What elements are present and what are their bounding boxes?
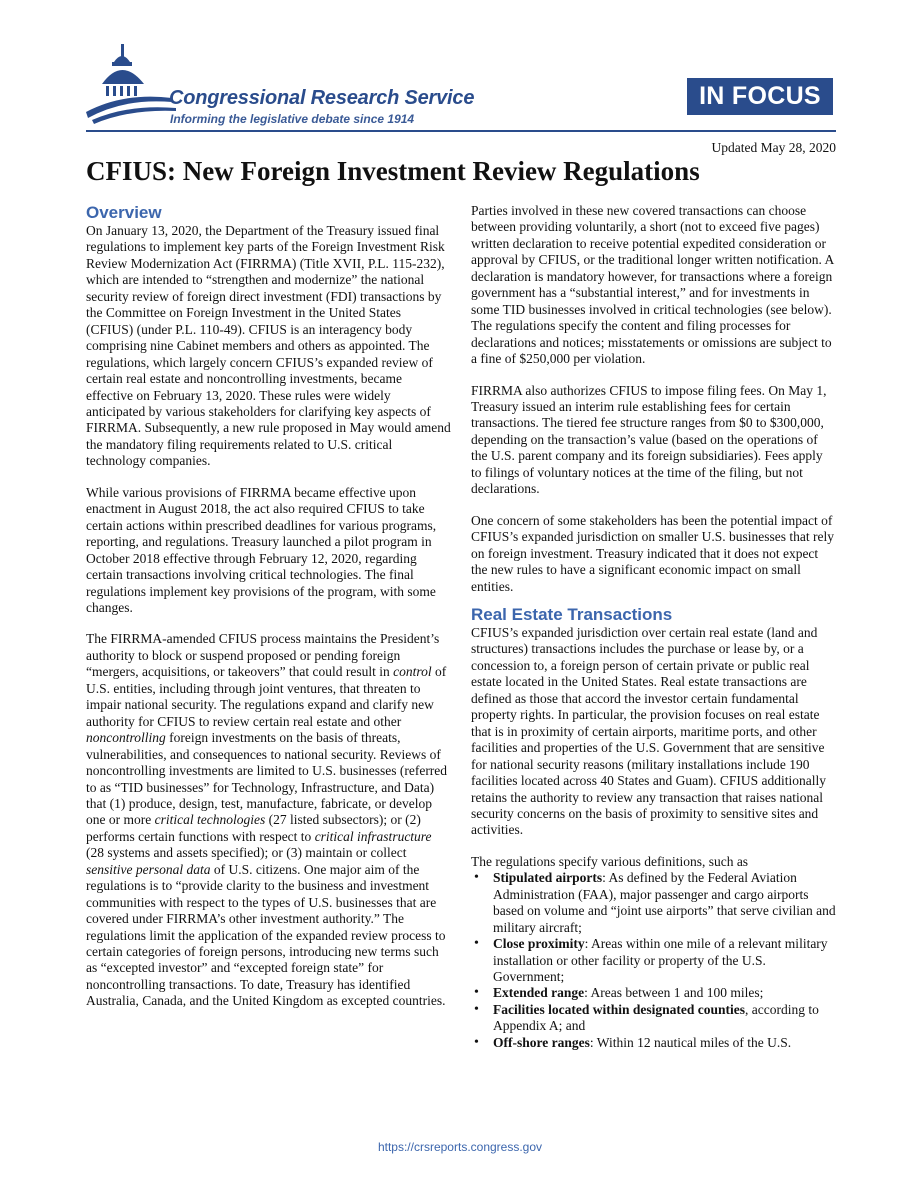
definitions-intro: The regulations specify various definitions, such as <box>471 853 749 869</box>
right-column <box>471 203 836 1051</box>
org-tagline: Informing the legislative debate since 1914 <box>170 112 415 126</box>
footer-url[interactable]: https://crsreports.congress.gov <box>377 1140 543 1154</box>
crs-logo <box>84 42 504 132</box>
page-title: CFIUS: New Foreign Investment Review Regulations <box>86 156 700 186</box>
overview-paragraph-2: While various provisions of FIRRMA became effective upon enactment in August 2018, the act also required CFIUS to take certain actions within prescribed deadlines for various programs, reporting, and regulations. Treasury launched a pilot program in October 2018 effective through February 12, 2020, regarding certain transactions involving critical technologies. The final regulations implement key provisions of the program, with some changes. <box>86 484 437 615</box>
list-item: • Off-shore ranges: Within 12 nautical miles of the U.S. <box>493 1035 836 1051</box>
stakeholder-concern-paragraph: One concern of some stakeholders has been the potential impact of CFIUS’s expanded jurisdiction on smaller U.S. businesses that rely on foreign investment. Treasury indicated that it does not expect the new rules to have a significant economic impact on small entities. <box>471 512 834 594</box>
overview-paragraph-1: On January 13, 2020, the Department of the Treasury issued final regulations to implement key parts of the Foreign Investment Risk Review Modernization Act (FIRRMA) (Title XVII, P.L. 115-232), which are intended to “strengthen and modernize” the national security review of foreign direct investment (FDI) transactions by the Committee on Foreign Investment in the United States (CFIUS) (under P.L. 110-49). CFIUS is an interagency body comprising nine Cabinet members and others as appointed. The regulations, which largely concern CFIUS’s expanded review of certain real estate and noncontrolling investments, became effective on February 13, 2020. These rules were widely anticipated by various stakeholders for clarifying key aspects of FIRRMA. Subsequently, a new rule proposed in May would amend the mandatory filing requirements related to U.S. critical technology companies. <box>86 223 451 469</box>
real-estate-heading: Real Estate Transactions <box>471 604 673 624</box>
header-divider <box>86 130 836 132</box>
updated-date: Updated May 28, 2020 <box>711 140 836 155</box>
capitol-dome-icon <box>84 42 179 124</box>
overview-paragraph-3: The FIRRMA-amended CFIUS process maintains the President’s authority to block or suspend proposed or pending foreign “mergers, acquisitions, or takeovers” that could result in control of U.S. entities, including through joint ventures, that threaten to impair national security. The regulations expand and clarify new authority for CFIUS to review certain real estate and other noncontrolling foreign investments on the basis of threats, vulnerabilities, and consequences to national security. Reviews of noncontrolling investments are limited to U.S. businesses (referred to as “TID businesses” for Technology, Infrastructure, and Data) that (1) produce, design, test, manufacture, fabricate, or develop one or more critical technologies (27 listed subsectors); or (2) performs certain functions with respect to critical infrastructure (28 systems and assets specified); or (3) maintain or collect sensitive personal data of U.S. citizens. One major aim of the regulations is to “provide clarity to the business and investment communities with respect to the types of U.S. businesses that are covered under FIRRMA’s other investment authority.” The regulations limit the application of the expanded review process to certain categories of foreign persons, introducing new terms such as “excepted investor” and “excepted foreign state” for noncontrolling transactions. To date, Treasury has identified Australia, Canada, and the United Kingdom as excepted countries. <box>86 631 448 1009</box>
real-estate-paragraph: CFIUS’s expanded jurisdiction over certain real estate (land and structures) transactions includes the purchase or lease by, or a concession to, a foreign person of certain private or public real estate located in the United States. Real estate transactions are defined as those that accord the investor certain fundamental property rights. In particular, the provision focuses on real estate that is in proximity of certain airports, maritime ports, and other facilities and properties of the U.S. Government that are sensitive for national security reasons (military installations include 190 facilities located across 40 States and Guam). CFIUS additionally retains the authority to review any transaction that raises national security concerns on the basis of proximity to sensitive sites and activities. <box>471 624 827 838</box>
filing-fees-paragraph: FIRRMA also authorizes CFIUS to impose filing fees. On May 1, Treasury issued an interim rule establishing fees for certain transactions. The tiered fee structure ranges from $0 to $300,000, depending on the transaction’s value (based on the operations of the U.S. parent company and its foreign subsidiaries). Fees apply to filings of voluntary notices at the time of the filing, but not declarations. <box>471 382 827 497</box>
overview-heading: Overview <box>86 203 162 222</box>
definitions-list <box>471 870 836 1051</box>
list-item: • Facilities located within designated counties, according to Appendix A; and <box>493 1002 836 1035</box>
left-column <box>86 203 451 1025</box>
list-item: • Stipulated airports: As defined by the Federal Aviation Administration (FAA), major passenger and cargo airports based on volume and “joint use airports” that serve civilian and military aircraft; <box>493 870 836 936</box>
declarations-paragraph: Parties involved in these new covered transactions can choose between providing voluntarily, a short (not to exceed five pages) written declaration to receive potential expedited consideration or approval by CFIUS, or the traditional longer written notification. A declaration is mandatory however, for transactions where a foreign government has a “substantial interest,” and for investments in some TID businesses involved in critical technologies (see below). The regulations specify the content and filing processes for declarations and notices; misstatements or omissions are subject to a fine of $250,000 per violation. <box>471 203 834 367</box>
in-focus-badge: IN FOCUS <box>687 78 833 115</box>
org-name: Congressional Research Service <box>169 87 475 109</box>
list-item: • Close proximity: Areas within one mile of a relevant military installation or other facility or property of the U.S. Government; <box>493 936 836 985</box>
list-item: • Extended range: Areas between 1 and 100 miles; <box>493 985 836 1001</box>
